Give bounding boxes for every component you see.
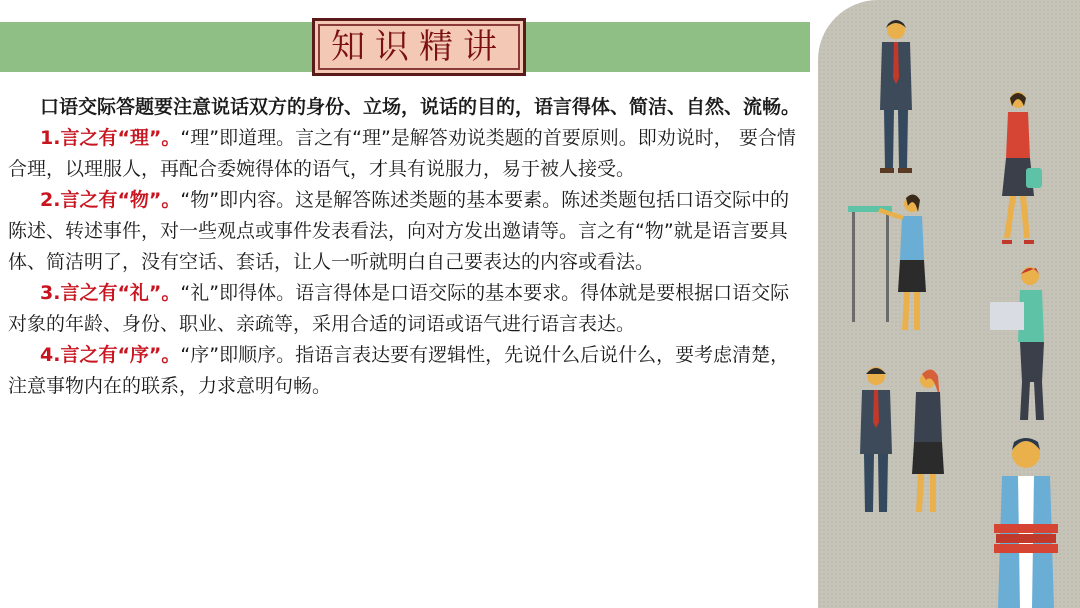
point-4 xyxy=(8,340,808,402)
point-4-heading: 4.言之有“序”。 xyxy=(40,344,181,366)
point-3 xyxy=(8,278,808,340)
point-1-text: “理”即道理。言之有“理”是解答劝说类题的首要原则。即劝说时， 要合情合理，以理服人，再配合委婉得体的语气，才具有说服力，易于被人接受。 xyxy=(8,127,796,180)
point-4-text: “序”即顺序。指语言表达要有逻辑性，先说什么后说什么，要考虑清楚，注意事物内在的联系，力求意明句畅。 xyxy=(8,344,790,397)
point-3-heading: 3.言之有“礼”。 xyxy=(40,282,181,304)
businessman-illustration xyxy=(866,18,926,178)
intro-paragraph: 口语交际答题要注意说话双方的身份、立场，说话的目的，语言得体、简洁、自然、流畅。 xyxy=(40,96,801,118)
woman-walking-illustration xyxy=(990,88,1050,248)
point-2 xyxy=(8,185,808,278)
point-1-heading: 1.言之有“理”。 xyxy=(40,127,181,149)
point-2-text: “物”即内容。这是解答陈述类题的基本要素。陈述类题包括口语交际中的陈述、转述事件，对一些观点或事件发表看法，向对方发出邀请等。言之有“物”就是语言要具体、简洁明了，没有空话、套话，让人一听就明白自己要表达的内容或看法。 xyxy=(8,189,790,273)
content-body xyxy=(8,92,808,402)
point-3-text: “礼”即得体。语言得体是口语交际的基本要求。得体就是要根据口语交际对象的年龄、身份、职业、亲疏等，采用合适的词语或语气进行语言表达。 xyxy=(8,282,790,335)
page-title: 知识精讲 xyxy=(331,27,507,67)
title-box xyxy=(312,18,526,76)
point-1 xyxy=(8,123,808,185)
man-with-books-illustration xyxy=(986,432,1066,608)
illustration-panel xyxy=(818,0,1080,608)
woman-with-box-illustration xyxy=(990,262,1060,432)
presenter-illustration xyxy=(848,190,948,340)
conversation-illustration xyxy=(848,362,958,522)
point-2-heading: 2.言之有“物”。 xyxy=(40,189,181,211)
